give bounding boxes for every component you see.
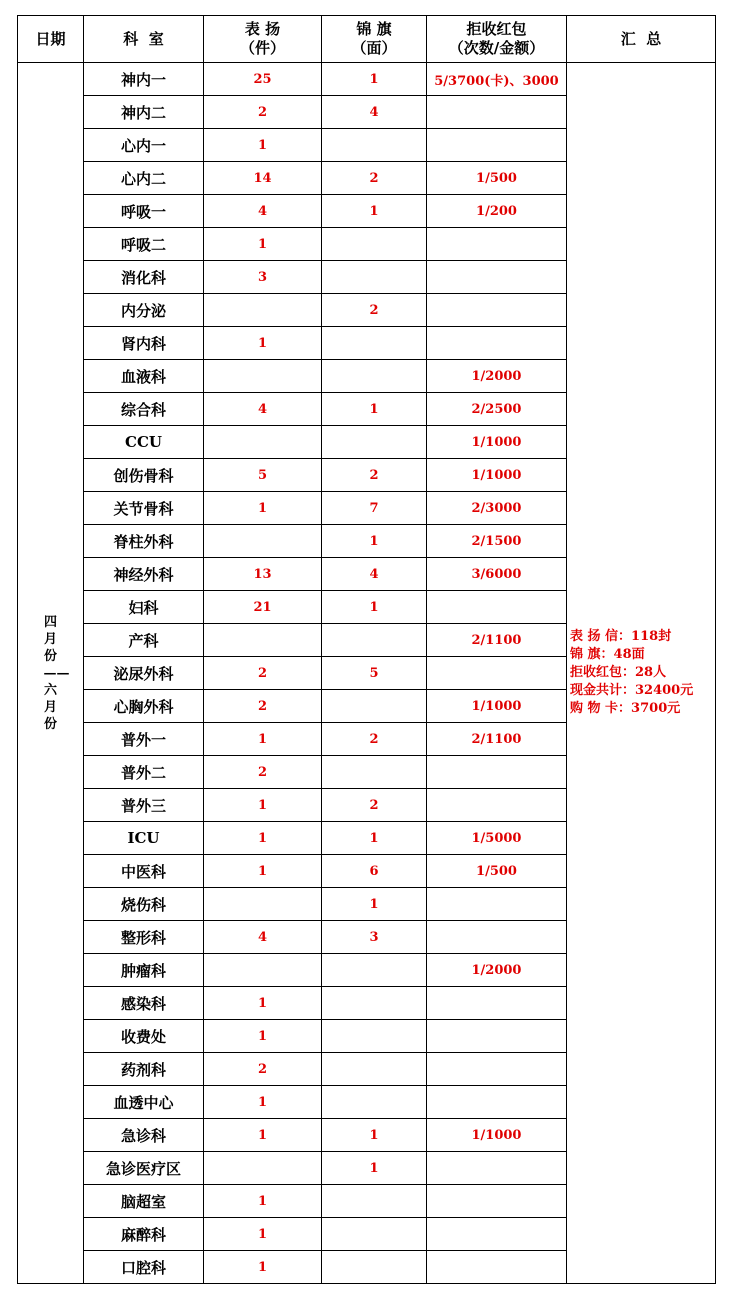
red-envelope-value <box>427 756 567 789</box>
header-praise-line2: （件） <box>239 39 285 57</box>
department-name: 产科 <box>84 624 204 657</box>
praise-count: 2 <box>204 657 322 690</box>
banner-count <box>322 426 427 459</box>
red-envelope-value <box>427 228 567 261</box>
department-name: CCU <box>84 426 204 459</box>
praise-count: 2 <box>204 756 322 789</box>
red-envelope-value <box>427 129 567 162</box>
praise-count: 1 <box>204 1251 322 1284</box>
header-department: 科 室 <box>84 16 204 63</box>
banner-count <box>322 987 427 1020</box>
department-name: 妇科 <box>84 591 204 624</box>
department-name: 普外一 <box>84 723 204 756</box>
date-range-label: 四月份——六月份 <box>43 614 70 732</box>
red-envelope-value: 2/2500 <box>427 393 567 426</box>
header-praise <box>204 16 322 63</box>
header-red-envelope-line2: （次数/金额） <box>448 39 545 57</box>
header-banner <box>322 16 427 63</box>
department-name: 创伤骨科 <box>84 459 204 492</box>
praise-count: 3 <box>204 261 322 294</box>
banner-count <box>322 624 427 657</box>
banner-count <box>322 756 427 789</box>
praise-count: 1 <box>204 1218 322 1251</box>
banner-count: 5 <box>322 657 427 690</box>
summary-praise-total: 表 扬 信：118封 <box>570 629 672 644</box>
table-row <box>18 63 716 96</box>
department-name: ICU <box>84 822 204 855</box>
praise-count <box>204 360 322 393</box>
praise-count <box>204 294 322 327</box>
banner-count: 1 <box>322 63 427 96</box>
department-name: 收费处 <box>84 1020 204 1053</box>
banner-count <box>322 954 427 987</box>
department-name: 呼吸一 <box>84 195 204 228</box>
praise-count <box>204 1152 322 1185</box>
red-envelope-value <box>427 1251 567 1284</box>
banner-count <box>322 1251 427 1284</box>
table-body <box>18 63 716 1284</box>
banner-count: 2 <box>322 789 427 822</box>
department-name: 关节骨科 <box>84 492 204 525</box>
red-envelope-value: 1/500 <box>427 855 567 888</box>
red-envelope-value <box>427 96 567 129</box>
red-envelope-value: 1/2000 <box>427 954 567 987</box>
banner-count: 1 <box>322 591 427 624</box>
praise-count: 1 <box>204 228 322 261</box>
praise-count: 1 <box>204 1185 322 1218</box>
department-name: 心内二 <box>84 162 204 195</box>
department-name: 中医科 <box>84 855 204 888</box>
date-range-cell <box>18 63 84 1284</box>
praise-count: 5 <box>204 459 322 492</box>
banner-count: 7 <box>322 492 427 525</box>
banner-count: 2 <box>322 162 427 195</box>
department-name: 综合科 <box>84 393 204 426</box>
red-envelope-value <box>427 327 567 360</box>
red-envelope-value: 2/3000 <box>427 492 567 525</box>
department-name: 血液科 <box>84 360 204 393</box>
header-date: 日期 <box>18 16 84 63</box>
summary-red-envelope-total: 拒收红包：28人 <box>570 665 667 680</box>
banner-count: 1 <box>322 1119 427 1152</box>
banner-count <box>322 1218 427 1251</box>
banner-count: 3 <box>322 921 427 954</box>
department-name: 口腔科 <box>84 1251 204 1284</box>
department-name: 急诊医疗区 <box>84 1152 204 1185</box>
praise-count: 25 <box>204 63 322 96</box>
banner-count <box>322 1020 427 1053</box>
red-envelope-value <box>427 888 567 921</box>
praise-count: 1 <box>204 987 322 1020</box>
summary-banner-total: 锦 旗：48面 <box>570 647 645 662</box>
red-envelope-value <box>427 1020 567 1053</box>
department-name: 心胸外科 <box>84 690 204 723</box>
banner-count: 1 <box>322 888 427 921</box>
red-envelope-value <box>427 921 567 954</box>
department-name: 脑超室 <box>84 1185 204 1218</box>
department-name: 内分泌 <box>84 294 204 327</box>
red-envelope-value: 3/6000 <box>427 558 567 591</box>
department-name: 整形科 <box>84 921 204 954</box>
red-envelope-value: 1/1000 <box>427 459 567 492</box>
banner-count <box>322 690 427 723</box>
red-envelope-value: 1/1000 <box>427 690 567 723</box>
banner-count: 4 <box>322 558 427 591</box>
statistics-table <box>17 15 716 1284</box>
praise-count: 2 <box>204 1053 322 1086</box>
department-name: 麻醉科 <box>84 1218 204 1251</box>
header-red-envelope <box>427 16 567 63</box>
banner-count <box>322 1086 427 1119</box>
red-envelope-value <box>427 261 567 294</box>
header-summary: 汇 总 <box>567 16 716 63</box>
header-row <box>18 16 716 63</box>
praise-count: 21 <box>204 591 322 624</box>
department-name: 消化科 <box>84 261 204 294</box>
red-envelope-value <box>427 591 567 624</box>
department-name: 普外三 <box>84 789 204 822</box>
red-envelope-value: 1/5000 <box>427 822 567 855</box>
praise-count <box>204 426 322 459</box>
praise-count: 1 <box>204 327 322 360</box>
red-envelope-value: 1/1000 <box>427 1119 567 1152</box>
praise-count: 1 <box>204 789 322 822</box>
header-praise-line1: 表 扬 <box>244 20 281 38</box>
praise-count: 2 <box>204 690 322 723</box>
praise-count: 1 <box>204 723 322 756</box>
red-envelope-value: 1/2000 <box>427 360 567 393</box>
praise-count: 1 <box>204 129 322 162</box>
department-name: 感染科 <box>84 987 204 1020</box>
department-name: 急诊科 <box>84 1119 204 1152</box>
banner-count <box>322 327 427 360</box>
praise-count: 1 <box>204 1119 322 1152</box>
praise-count: 4 <box>204 921 322 954</box>
red-envelope-value: 2/1500 <box>427 525 567 558</box>
red-envelope-value <box>427 789 567 822</box>
banner-count: 1 <box>322 525 427 558</box>
red-envelope-value: 1/200 <box>427 195 567 228</box>
banner-count <box>322 360 427 393</box>
department-name: 神内一 <box>84 63 204 96</box>
red-envelope-value <box>427 1152 567 1185</box>
banner-count: 2 <box>322 723 427 756</box>
praise-count: 13 <box>204 558 322 591</box>
praise-count: 4 <box>204 195 322 228</box>
department-name: 脊柱外科 <box>84 525 204 558</box>
banner-count: 2 <box>322 459 427 492</box>
banner-count <box>322 1185 427 1218</box>
header-red-envelope-line1: 拒收红包 <box>466 20 527 38</box>
department-name: 肿瘤科 <box>84 954 204 987</box>
banner-count <box>322 129 427 162</box>
department-name: 心内一 <box>84 129 204 162</box>
header-banner-line1: 锦 旗 <box>356 20 392 38</box>
praise-count: 1 <box>204 822 322 855</box>
praise-count <box>204 888 322 921</box>
red-envelope-value: 1/1000 <box>427 426 567 459</box>
department-name: 药剂科 <box>84 1053 204 1086</box>
praise-count: 1 <box>204 855 322 888</box>
banner-count <box>322 261 427 294</box>
department-name: 神内二 <box>84 96 204 129</box>
praise-count: 2 <box>204 96 322 129</box>
department-name: 呼吸二 <box>84 228 204 261</box>
department-name: 肾内科 <box>84 327 204 360</box>
praise-count: 1 <box>204 492 322 525</box>
red-envelope-value: 2/1100 <box>427 723 567 756</box>
department-name: 烧伤科 <box>84 888 204 921</box>
praise-count <box>204 954 322 987</box>
red-envelope-value <box>427 1086 567 1119</box>
red-envelope-value <box>427 987 567 1020</box>
praise-count <box>204 525 322 558</box>
red-envelope-value <box>427 294 567 327</box>
praise-count: 14 <box>204 162 322 195</box>
department-name: 血透中心 <box>84 1086 204 1119</box>
red-envelope-value: 5/3700(卡)、3000 <box>427 63 567 96</box>
summary-cell <box>567 63 716 1284</box>
red-envelope-value <box>427 657 567 690</box>
banner-count: 4 <box>322 96 427 129</box>
red-envelope-value <box>427 1053 567 1086</box>
banner-count: 2 <box>322 294 427 327</box>
red-envelope-value: 2/1100 <box>427 624 567 657</box>
summary-card-total: 购 物 卡：3700元 <box>570 701 681 716</box>
banner-count: 1 <box>322 1152 427 1185</box>
banner-count: 6 <box>322 855 427 888</box>
praise-count: 1 <box>204 1086 322 1119</box>
department-name: 神经外科 <box>84 558 204 591</box>
department-name: 普外二 <box>84 756 204 789</box>
header-banner-line2: （面） <box>351 39 397 57</box>
praise-count: 4 <box>204 393 322 426</box>
banner-count: 1 <box>322 393 427 426</box>
praise-count: 1 <box>204 1020 322 1053</box>
banner-count <box>322 1053 427 1086</box>
red-envelope-value <box>427 1185 567 1218</box>
praise-count <box>204 624 322 657</box>
red-envelope-value: 1/500 <box>427 162 567 195</box>
banner-count <box>322 228 427 261</box>
summary-cash-total: 现金共计：32400元 <box>570 683 694 698</box>
banner-count: 1 <box>322 195 427 228</box>
banner-count: 1 <box>322 822 427 855</box>
red-envelope-value <box>427 1218 567 1251</box>
department-name: 泌尿外科 <box>84 657 204 690</box>
